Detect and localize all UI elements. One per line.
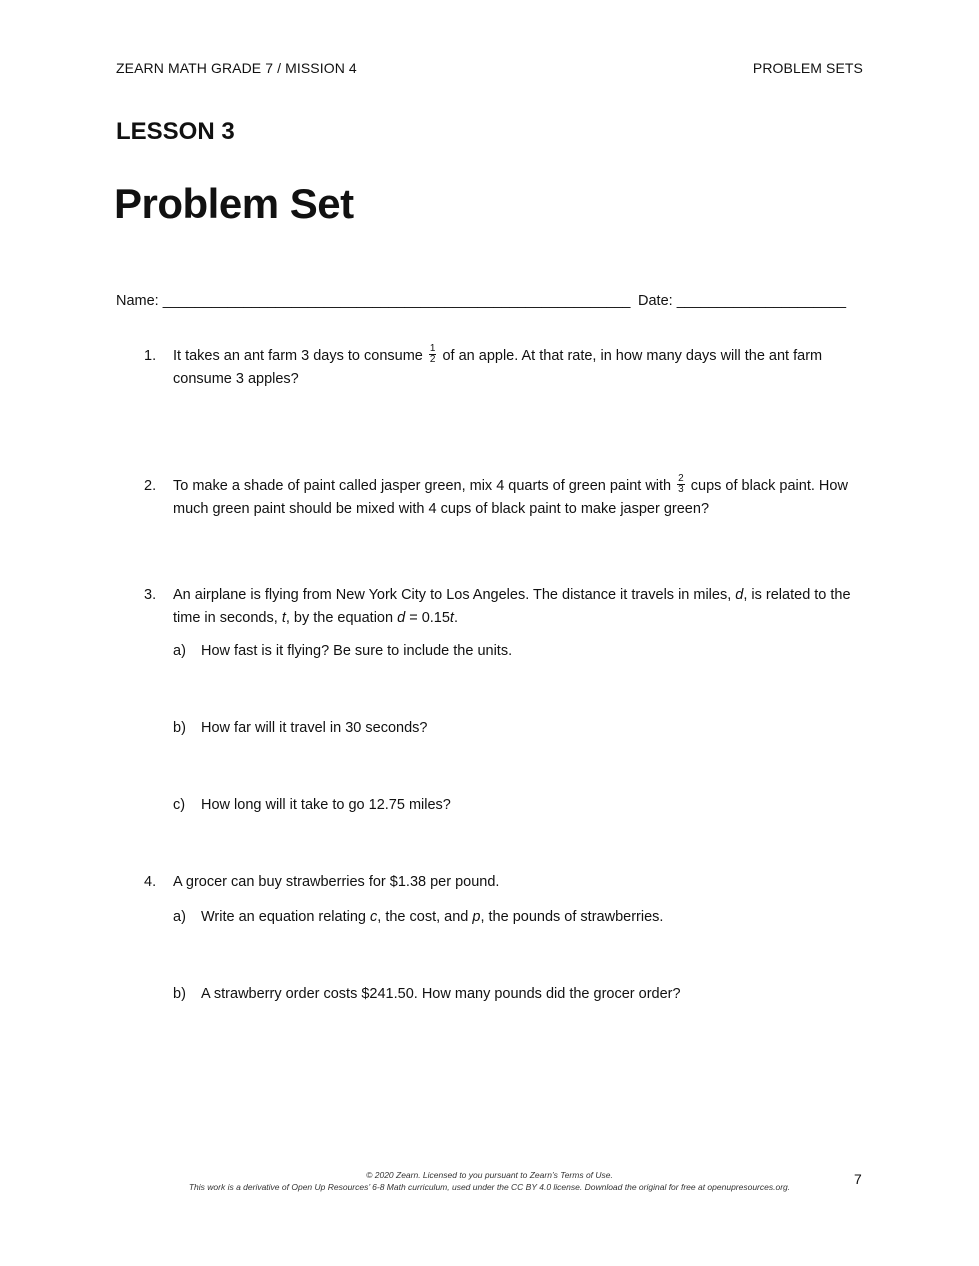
- question-4a-text: [201, 906, 861, 929]
- lesson-label: LESSON 3: [116, 118, 235, 145]
- question-4a-text-part: Write an equation relating: [201, 909, 371, 925]
- question-3c-letter: c): [173, 797, 186, 813]
- header-section-label: PROBLEM SETS: [752, 60, 863, 76]
- question-3c-text: How long will it take to go 12.75 miles?: [201, 797, 451, 813]
- question-2-text: [173, 472, 863, 521]
- date-blank[interactable]: _____________________: [676, 293, 847, 309]
- page-number: 7: [854, 1171, 862, 1187]
- question-4b-letter: b): [173, 986, 186, 1002]
- fraction-denominator: 2: [429, 353, 436, 365]
- question-4a-text-part: , the cost, and: [377, 909, 473, 925]
- fraction-two-thirds: [677, 474, 685, 495]
- question-3b-text: How far will it travel in 30 seconds?: [201, 720, 428, 736]
- variable-d: d: [735, 587, 744, 603]
- name-label: Name:: [116, 293, 159, 309]
- question-3-number: 3.: [144, 587, 157, 603]
- variable-t: t: [281, 610, 286, 626]
- equation-middle: = 0.15: [405, 610, 450, 626]
- footer-copyright: © 2020 Zearn. Licensed to you pursuant to Zearn’s Terms of Use.: [366, 1170, 613, 1180]
- question-3-text-part: , by the equation: [285, 610, 398, 626]
- variable-c: c: [370, 909, 378, 925]
- variable-p: p: [472, 909, 481, 925]
- question-4-text: A grocer can buy strawberries for $1.38 per pound.: [173, 874, 500, 890]
- question-2-number: 2.: [144, 478, 157, 494]
- question-2-text-before: To make a shade of paint called jasper green, mix 4 quarts of green paint with: [173, 478, 672, 494]
- question-1-text-after: of an apple. At that rate, in how many days will the ant farm consume 3 apples?: [173, 348, 823, 387]
- footer-license: This work is a derivative of Open Up Resources’ 6-8 Math curriculum, used under the CC BY 4.0 license. Download the original for free at openupresources.org.: [188, 1182, 791, 1192]
- question-4b-text: A strawberry order costs $241.50. How many pounds did the grocer order?: [201, 986, 681, 1002]
- equation-variable-t: t: [449, 610, 454, 626]
- fraction-denominator: 3: [678, 483, 684, 495]
- question-4-number: 4.: [144, 874, 157, 890]
- question-3a-letter: a): [173, 643, 186, 659]
- question-3a-text: How fast is it flying? Be sure to include the units.: [201, 643, 513, 659]
- equation-variable-d: d: [397, 610, 406, 626]
- question-1-text: [173, 342, 863, 391]
- question-1-number: 1.: [144, 348, 157, 364]
- name-blank[interactable]: __________________________________________________________: [162, 293, 631, 309]
- question-2-text-after: cups of black paint. How much green paint should be mixed with 4 cups of black paint to make jasper green?: [173, 478, 848, 517]
- question-4a-text-part: , the pounds of strawberries.: [480, 909, 664, 925]
- fraction-numerator: 1: [429, 342, 436, 354]
- fraction-numerator: 2: [678, 472, 684, 484]
- equation-end: .: [453, 610, 458, 626]
- date-label: Date:: [638, 293, 673, 309]
- fraction-one-half: [429, 344, 437, 365]
- question-3-text-part: An airplane is flying from New York City to Los Angeles. The distance it travels in miles,: [173, 587, 736, 603]
- question-3-text-part: , is related to the time in seconds,: [173, 587, 851, 626]
- question-4a-letter: a): [173, 909, 186, 925]
- question-3b-letter: b): [173, 720, 186, 736]
- name-field[interactable]: [116, 290, 630, 313]
- question-1-text-before: It takes an ant farm 3 days to consume: [173, 348, 423, 364]
- date-field[interactable]: [638, 290, 846, 313]
- page-title: Problem Set: [114, 180, 354, 227]
- header-course-label: ZEARN MATH GRADE 7 / MISSION 4: [116, 60, 357, 76]
- question-3-text: [173, 584, 863, 630]
